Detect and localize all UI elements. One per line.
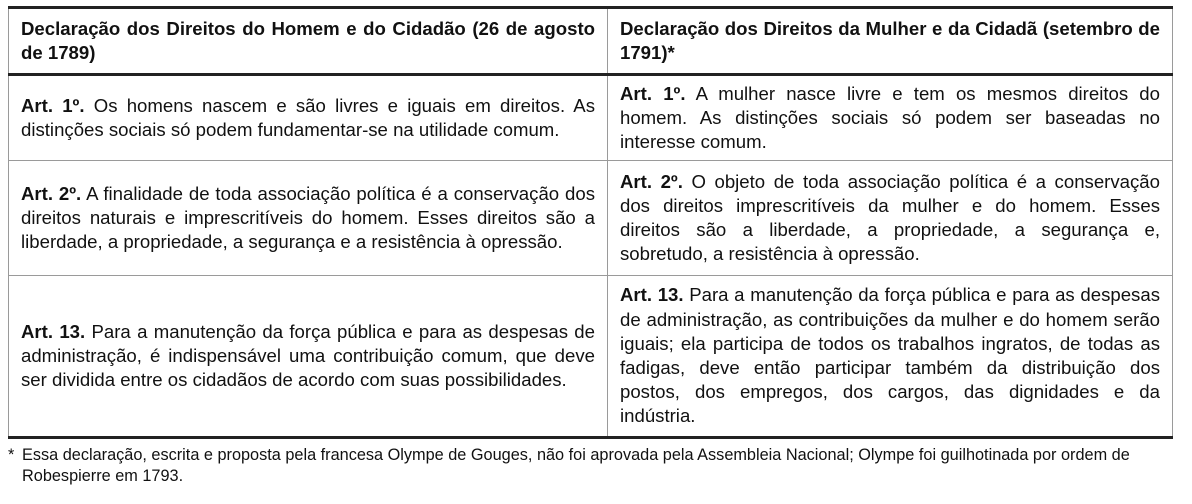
table-header-row (9, 8, 1173, 75)
footnote (8, 445, 1172, 487)
article-text: Para a manutenção da força pública e para as despesas de administração, é indispensável uma contribuição comum, que deve ser dividida entre os cidadãos de acordo com suas possibilidades. (21, 320, 595, 391)
cell-mulher-art-13 (608, 276, 1173, 438)
table-row (9, 276, 1173, 438)
article-text: Para a manutenção da força pública e para as despesas de administração, as contribuições da mulher e do homem serão iguais; ela participa de todos os trabalhos ingratos, de todas as fadigas, deve então participar também da distribuição dos postos, dos empregos, dos cargos, das dignidades e da indústria. (620, 284, 1160, 427)
document-page (8, 6, 1172, 487)
article-label: Art. 1º. (620, 82, 686, 104)
cell-mulher-art-2 (608, 161, 1173, 276)
table-row (9, 161, 1173, 276)
header-declaracao-mulher: Declaração dos Direitos da Mulher e da Cidadã (setembro de 1791)* (608, 8, 1173, 75)
footnote-mark: * (8, 446, 15, 464)
article-label: Art. 2º. (21, 182, 82, 204)
article-text: A finalidade de toda associação política é a conservação dos direitos naturais e imprescritíveis do homem. Esses direitos são a liberdade, a propriedade, a segurança e a resistência à opressão. (21, 182, 595, 253)
cell-homem-art-2 (9, 161, 608, 276)
cell-homem-art-13 (9, 276, 608, 438)
comparison-table (8, 6, 1173, 439)
cell-homem-art-1 (9, 75, 608, 161)
header-declaracao-homem: Declaração dos Direitos do Homem e do Cidadão (26 de agosto de 1789) (9, 8, 608, 75)
footnote-text: Essa declaração, escrita e proposta pela francesa Olympe de Gouges, não foi aprovada pela Assembleia Nacional; Olympe foi guilhotinada por ordem de Robespierre em 1793. (22, 446, 1130, 485)
cell-mulher-art-1 (608, 75, 1173, 161)
article-label: Art. 1º. (21, 94, 85, 116)
article-text: O objeto de toda associação política é a conservação dos direitos imprescritíveis da mulher e do homem. Esses direitos são a liberdade, a propriedade, a segurança e, sobretudo, a resistência à opressão. (620, 170, 1160, 265)
article-label: Art. 2º. (620, 170, 683, 192)
article-label: Art. 13. (21, 320, 86, 342)
table-row (9, 75, 1173, 161)
article-label: Art. 13. (620, 284, 684, 306)
article-text: Os homens nascem e são livres e iguais em direitos. As distinções sociais só podem fundamentar-se na utilidade comum. (21, 94, 595, 140)
article-text: A mulher nasce livre e tem os mesmos direitos do homem. As distinções sociais só podem ser baseadas no interesse comum. (620, 82, 1160, 153)
